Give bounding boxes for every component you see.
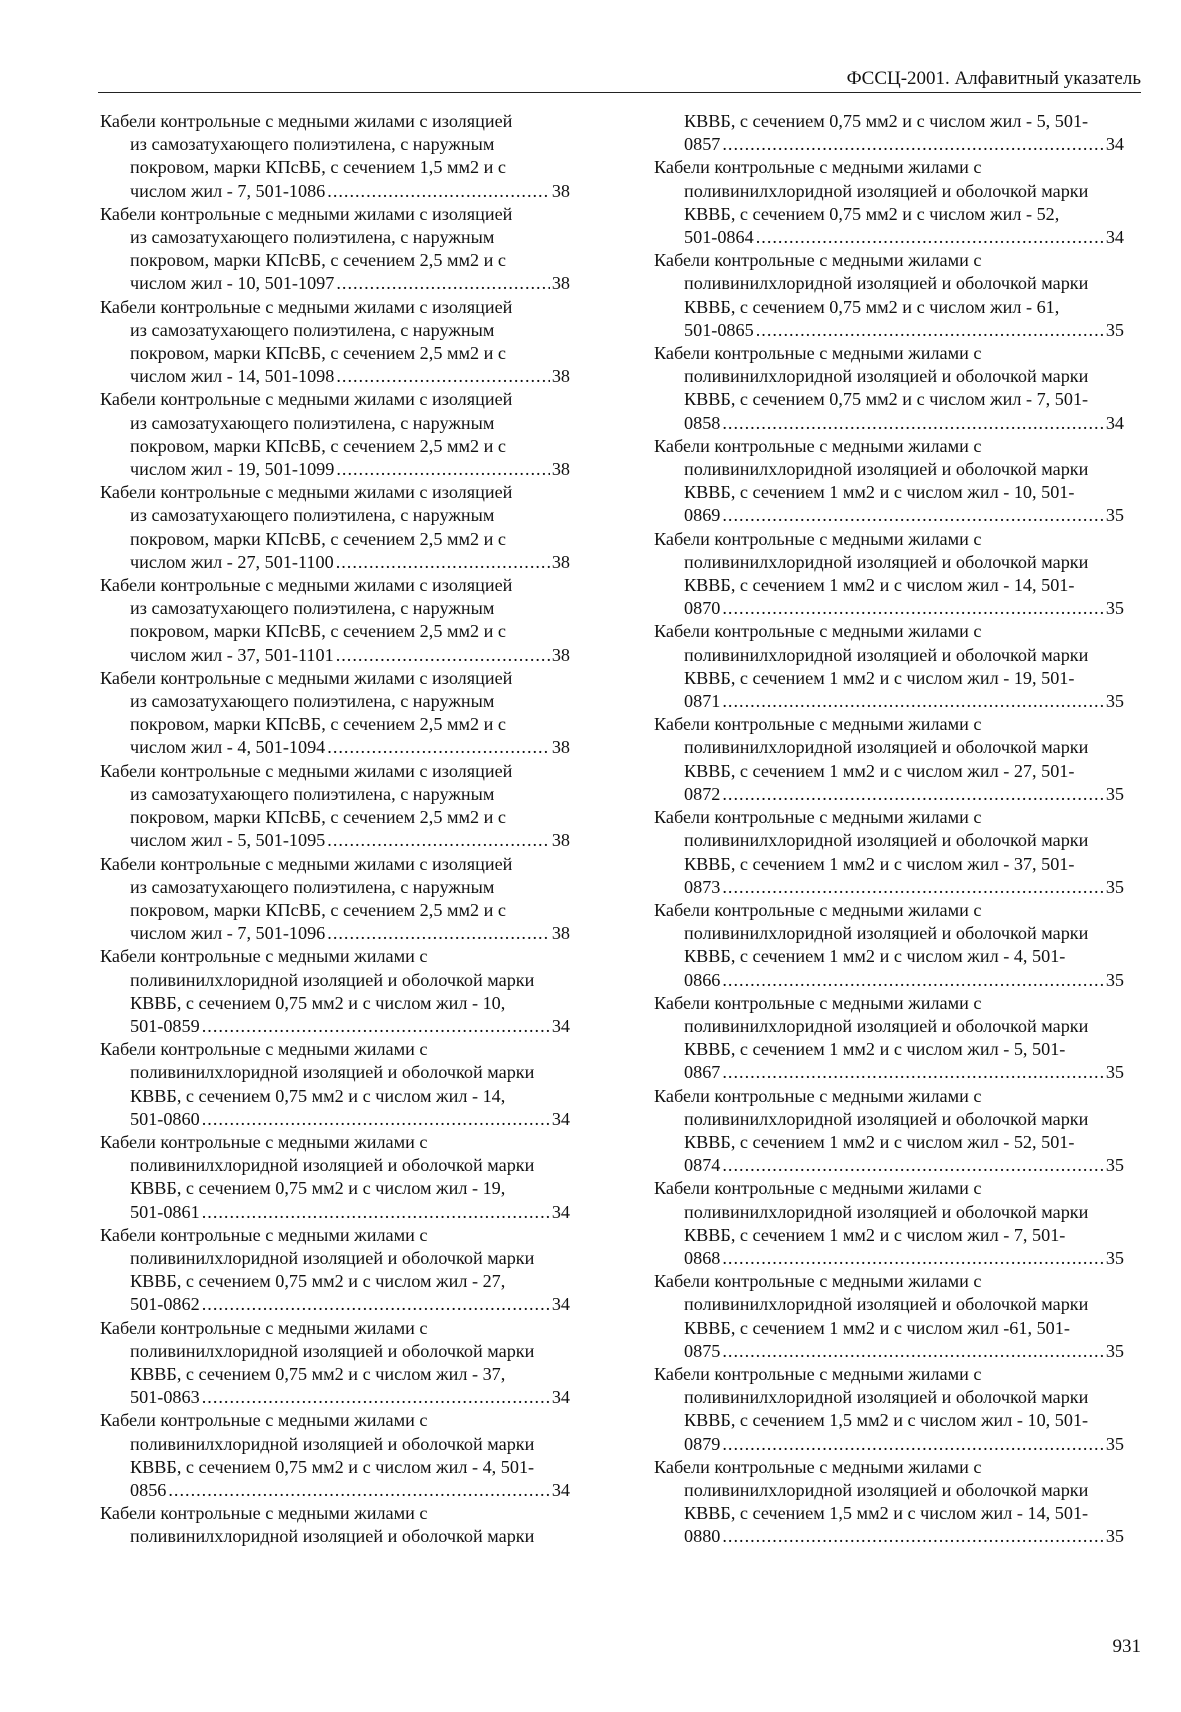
dot-leader <box>202 1108 550 1131</box>
entry-heading-line: Кабели контрольные с медными жилами с <box>654 807 982 828</box>
entry-code: 0869 <box>684 505 721 526</box>
entry-code: 0857 <box>684 134 721 155</box>
entry-text-line: из самозатухающего полиэтилена, с наружным <box>130 783 495 804</box>
entry-text-line: поливинилхлоридной изоляцией и оболочкой марки <box>130 1340 535 1361</box>
entry-reference-line <box>100 644 570 667</box>
page-number: 931 <box>1112 1636 1141 1657</box>
entry-text-line: поливинилхлоридной изоляцией и оболочкой марки <box>130 1433 535 1454</box>
entry-reference-line <box>100 1479 570 1502</box>
entry-code: 0858 <box>684 412 721 433</box>
dot-leader <box>722 1061 1103 1084</box>
entry-text-line: КВВБ, с сечением 0,75 мм2 и с числом жил - 19, <box>130 1178 506 1199</box>
dot-leader <box>722 876 1103 899</box>
dot-leader <box>722 412 1103 435</box>
index-entry <box>654 1177 1124 1270</box>
index-entry <box>100 1038 570 1131</box>
entry-text-line: из самозатухающего полиэтилена, с наружным <box>130 598 495 619</box>
entry-reference-line <box>100 1015 570 1038</box>
index-entry <box>654 156 1124 249</box>
entry-page-ref: 34 <box>551 1201 570 1222</box>
index-entry <box>100 1409 570 1502</box>
entry-heading-line: Кабели контрольные с медными жилами с <box>654 1178 982 1199</box>
entry-text-line: КВВБ, с сечением 1 мм2 и с числом жил - 19, 501- <box>684 667 1075 688</box>
entry-page-ref: 34 <box>551 1015 570 1036</box>
entry-text-line: КВВБ, с сечением 1,5 мм2 и с числом жил - 14, 501- <box>684 1503 1089 1524</box>
entry-text-line: покровом, марки КПсВБ, с сечением 2,5 мм2 и с <box>130 807 506 828</box>
entry-text-line: поливинилхлоридной изоляцией и оболочкой марки <box>684 1015 1089 1036</box>
entry-reference-line <box>654 1061 1124 1084</box>
entry-page-ref: 35 <box>1105 319 1124 340</box>
entry-heading-line: Кабели контрольные с медными жилами с <box>654 157 982 178</box>
dot-leader <box>168 1479 549 1502</box>
entry-text-line: поливинилхлоридной изоляцией и оболочкой марки <box>684 644 1089 665</box>
entry-page-ref: 38 <box>551 737 570 758</box>
entry-text-line: покровом, марки КПсВБ, с сечением 2,5 мм2 и с <box>130 435 506 456</box>
entry-code: числом жил - 19, 501-1099 <box>130 459 335 480</box>
entry-page-ref: 35 <box>1105 505 1124 526</box>
entry-heading-line: Кабели контрольные с медными жилами с <box>654 1363 982 1384</box>
dot-leader <box>722 1340 1103 1363</box>
running-header: ФССЦ-2001. Алфавитный указатель <box>846 68 1141 89</box>
index-entry <box>100 110 570 203</box>
entry-text-line: поливинилхлоридной изоляцией и оболочкой марки <box>684 1387 1089 1408</box>
index-entry <box>100 760 570 853</box>
entry-page-ref: 38 <box>551 273 570 294</box>
entry-code: 501-0862 <box>130 1294 200 1315</box>
dot-leader <box>336 365 549 388</box>
entry-heading-line: Кабели контрольные с медными жилами с <box>654 621 982 642</box>
entry-reference-line <box>100 1108 570 1131</box>
entry-page-ref: 38 <box>551 180 570 201</box>
entry-page-ref: 34 <box>551 1108 570 1129</box>
entry-reference-line <box>654 1433 1124 1456</box>
dot-leader <box>722 690 1103 713</box>
dot-leader <box>722 783 1103 806</box>
entry-heading-line: Кабели контрольные с медными жилами с изоляцией <box>100 389 513 410</box>
entry-reference-line <box>654 1340 1124 1363</box>
index-entry <box>654 110 1124 156</box>
entry-reference-line <box>100 458 570 481</box>
index-entry <box>100 1131 570 1224</box>
entry-page-ref: 34 <box>551 1387 570 1408</box>
entry-reference-line <box>654 133 1124 156</box>
entry-text-line: из самозатухающего полиэтилена, с наружным <box>130 319 495 340</box>
entry-heading-line: Кабели контрольные с медными жилами с изоляцией <box>100 482 513 503</box>
entry-text-line: покровом, марки КПсВБ, с сечением 2,5 мм2 и с <box>130 621 506 642</box>
entry-text-line: поливинилхлоридной изоляцией и оболочкой марки <box>684 1201 1089 1222</box>
entry-code: 0856 <box>130 1479 167 1500</box>
entry-code: 0868 <box>684 1247 721 1268</box>
entry-code: 0875 <box>684 1340 721 1361</box>
entry-text-line: поливинилхлоридной изоляцией и оболочкой марки <box>130 1247 535 1268</box>
index-entry <box>100 853 570 946</box>
entry-code: числом жил - 10, 501-1097 <box>130 273 335 294</box>
entry-page-ref: 35 <box>1105 969 1124 990</box>
entry-code: 0880 <box>684 1526 721 1547</box>
entry-text-line: КВВБ, с сечением 0,75 мм2 и с числом жил - 14, <box>130 1085 506 1106</box>
dot-leader <box>202 1293 550 1316</box>
entry-text-line: КВВБ, с сечением 1,5 мм2 и с числом жил - 10, 501- <box>684 1410 1089 1431</box>
entry-code: 501-0863 <box>130 1387 200 1408</box>
dot-leader <box>202 1201 550 1224</box>
dot-leader <box>327 922 550 945</box>
entry-heading-line: Кабели контрольные с медными жилами с <box>654 1085 982 1106</box>
dot-leader <box>756 319 1104 342</box>
index-entry <box>654 899 1124 992</box>
entry-page-ref: 35 <box>1105 598 1124 619</box>
entry-page-ref: 38 <box>551 923 570 944</box>
entry-text-line: поливинилхлоридной изоляцией и оболочкой марки <box>684 273 1089 294</box>
entry-text-line: покровом, марки КПсВБ, с сечением 2,5 мм2 и с <box>130 899 506 920</box>
entry-reference-line <box>654 504 1124 527</box>
entry-reference-line <box>100 272 570 295</box>
entry-text-line: КВВБ, с сечением 1 мм2 и с числом жил - 10, 501- <box>684 482 1075 503</box>
entry-text-line: поливинилхлоридной изоляцией и оболочкой марки <box>684 1479 1089 1500</box>
entry-reference-line <box>100 551 570 574</box>
dot-leader <box>756 226 1104 249</box>
entry-text-line: поливинилхлоридной изоляцией и оболочкой марки <box>130 969 535 990</box>
entry-reference-line <box>654 690 1124 713</box>
index-entry <box>100 296 570 389</box>
entry-heading-line: Кабели контрольные с медными жилами с <box>100 1503 428 1524</box>
entry-page-ref: 34 <box>551 1294 570 1315</box>
index-entry <box>100 945 570 1038</box>
entry-text-line: поливинилхлоридной изоляцией и оболочкой марки <box>684 923 1089 944</box>
entry-heading-line: Кабели контрольные с медными жилами с изоляцией <box>100 575 513 596</box>
entry-page-ref: 35 <box>1105 691 1124 712</box>
index-entry <box>654 1270 1124 1363</box>
entry-code: числом жил - 4, 501-1094 <box>130 737 326 758</box>
entry-text-line: КВВБ, с сечением 0,75 мм2 и с числом жил - 10, <box>130 992 506 1013</box>
entry-heading-line: Кабели контрольные с медными жилами с <box>100 1410 428 1431</box>
index-entry <box>654 249 1124 342</box>
entry-text-line: из самозатухающего полиэтилена, с наружным <box>130 691 495 712</box>
entry-heading-line: Кабели контрольные с медными жилами с <box>654 435 982 456</box>
entry-reference-line <box>654 1525 1124 1548</box>
entry-text-line: КВВБ, с сечением 1 мм2 и с числом жил - 27, 501- <box>684 760 1075 781</box>
entry-reference-line <box>100 180 570 203</box>
entry-reference-line <box>100 365 570 388</box>
entry-text-line: КВВБ, с сечением 1 мм2 и с числом жил - 14, 501- <box>684 575 1075 596</box>
entry-text-line: поливинилхлоридной изоляцией и оболочкой марки <box>684 830 1089 851</box>
entry-heading-line: Кабели контрольные с медными жилами с <box>654 992 982 1013</box>
dot-leader <box>722 1433 1103 1456</box>
entry-text-line: КВВБ, с сечением 1 мм2 и с числом жил - 4, 501- <box>684 946 1066 967</box>
entry-text-line: из самозатухающего полиэтилена, с наружным <box>130 227 495 248</box>
entry-page-ref: 38 <box>551 830 570 851</box>
entry-heading-line: Кабели контрольные с медными жилами с <box>100 1224 428 1245</box>
dot-leader <box>327 736 550 759</box>
entry-text-line: КВВБ, с сечением 0,75 мм2 и с числом жил - 37, <box>130 1363 506 1384</box>
entry-code: 0866 <box>684 969 721 990</box>
entry-text-line: из самозатухающего полиэтилена, с наружным <box>130 876 495 897</box>
entry-page-ref: 35 <box>1105 1155 1124 1176</box>
index-column-right <box>654 110 1124 1549</box>
entry-page-ref: 35 <box>1105 1340 1124 1361</box>
dot-leader <box>336 458 549 481</box>
entry-page-ref: 34 <box>551 1479 570 1500</box>
entry-reference-line <box>654 226 1124 249</box>
entry-heading-line: Кабели контрольные с медными жилами с изоляцией <box>100 760 513 781</box>
entry-reference-line <box>654 1247 1124 1270</box>
entry-page-ref: 38 <box>551 459 570 480</box>
entry-code: 501-0860 <box>130 1108 200 1129</box>
entry-code: 0872 <box>684 783 721 804</box>
dot-leader <box>336 551 550 574</box>
entry-code: числом жил - 37, 501-1101 <box>130 644 334 665</box>
entry-code: 501-0864 <box>684 227 754 248</box>
dot-leader <box>202 1386 550 1409</box>
dot-leader <box>722 1154 1103 1177</box>
entry-text-line: КВВБ, с сечением 0,75 мм2 и с числом жил - 61, <box>684 296 1060 317</box>
entry-code: числом жил - 7, 501-1096 <box>130 923 326 944</box>
entry-reference-line <box>100 922 570 945</box>
entry-heading-line: КВВБ, с сечением 0,75 мм2 и с числом жил - 5, 501- <box>684 111 1089 131</box>
entry-page-ref: 34 <box>1105 134 1124 155</box>
dot-leader <box>202 1015 550 1038</box>
entry-text-line: из самозатухающего полиэтилена, с наружным <box>130 412 495 433</box>
entry-reference-line <box>654 412 1124 435</box>
entry-text-line: КВВБ, с сечением 1 мм2 и с числом жил - 37, 501- <box>684 853 1075 874</box>
entry-text-line: покровом, марки КПсВБ, с сечением 2,5 мм2 и с <box>130 714 506 735</box>
entry-page-ref: 35 <box>1105 1247 1124 1268</box>
entry-page-ref: 35 <box>1105 783 1124 804</box>
index-entry <box>654 806 1124 899</box>
entry-reference-line <box>654 783 1124 806</box>
entry-reference-line <box>654 969 1124 992</box>
entry-heading-line: Кабели контрольные с медными жилами с изоляцией <box>100 203 513 224</box>
index-entry <box>654 1456 1124 1549</box>
entry-text-line: КВВБ, с сечением 1 мм2 и с числом жил - 52, 501- <box>684 1131 1075 1152</box>
entry-heading-line: Кабели контрольные с медными жилами с <box>654 899 982 920</box>
entry-code: 0873 <box>684 876 721 897</box>
entry-text-line: поливинилхлоридной изоляцией и оболочкой марки <box>684 551 1089 572</box>
entry-text-line: поливинилхлоридной изоляцией и оболочкой марки <box>130 1526 535 1547</box>
entry-reference-line <box>100 1386 570 1409</box>
entry-page-ref: 34 <box>1105 227 1124 248</box>
index-entry <box>100 388 570 481</box>
entry-code: числом жил - 27, 501-1100 <box>130 551 334 572</box>
dot-leader <box>722 1247 1103 1270</box>
entry-text-line: КВВБ, с сечением 1 мм2 и с числом жил - 7, 501- <box>684 1224 1066 1245</box>
entry-text-line: поливинилхлоридной изоляцией и оболочкой марки <box>684 366 1089 387</box>
entry-heading-line: Кабели контрольные с медными жилами с <box>100 1039 428 1060</box>
index-entry <box>100 667 570 760</box>
entry-text-line: поливинилхлоридной изоляцией и оболочкой марки <box>684 459 1089 480</box>
index-entry <box>100 1317 570 1410</box>
entry-heading-line: Кабели контрольные с медными жилами с <box>654 250 982 271</box>
entry-reference-line <box>654 1154 1124 1177</box>
index-entry <box>654 342 1124 435</box>
entry-heading-line: Кабели контрольные с медными жилами с <box>100 946 428 967</box>
entry-heading-line: Кабели контрольные с медными жилами с изоляцией <box>100 667 513 688</box>
entry-text-line: поливинилхлоридной изоляцией и оболочкой марки <box>684 1294 1089 1315</box>
dot-leader <box>327 829 550 852</box>
entry-heading-line: Кабели контрольные с медными жилами с <box>654 528 982 549</box>
entry-text-line: КВВБ, с сечением 0,75 мм2 и с числом жил - 7, 501- <box>684 389 1089 410</box>
entry-text-line: поливинилхлоридной изоляцией и оболочкой марки <box>684 180 1089 201</box>
entry-heading-line: Кабели контрольные с медными жилами с <box>654 1456 982 1477</box>
entry-heading-line: Кабели контрольные с медными жилами с изоляцией <box>100 853 513 874</box>
index-entry <box>654 528 1124 621</box>
entry-code: 0874 <box>684 1155 721 1176</box>
index-entry <box>654 713 1124 806</box>
entry-code: 501-0865 <box>684 319 754 340</box>
entry-code: 501-0861 <box>130 1201 200 1222</box>
entry-text-line: поливинилхлоридной изоляцией и оболочкой марки <box>684 1108 1089 1129</box>
header-rule <box>98 92 1141 93</box>
entry-text-line: поливинилхлоридной изоляцией и оболочкой марки <box>130 1155 535 1176</box>
entry-text-line: КВВБ, с сечением 0,75 мм2 и с числом жил - 4, 501- <box>130 1456 535 1477</box>
entry-text-line: КВВБ, с сечением 0,75 мм2 и с числом жил - 52, <box>684 203 1060 224</box>
entry-text-line: КВВБ, с сечением 1 мм2 и с числом жил - 5, 501- <box>684 1039 1066 1060</box>
dot-leader <box>336 644 550 667</box>
entry-text-line: поливинилхлоридной изоляцией и оболочкой марки <box>130 1062 535 1083</box>
index-entry <box>654 620 1124 713</box>
entry-code: 0870 <box>684 598 721 619</box>
entry-code: числом жил - 14, 501-1098 <box>130 366 335 387</box>
index-entry <box>100 1224 570 1317</box>
index-column-left <box>100 110 570 1549</box>
entry-text-line: поливинилхлоридной изоляцией и оболочкой марки <box>684 737 1089 758</box>
entry-code: 0879 <box>684 1433 721 1454</box>
entry-text-line: покровом, марки КПсВБ, с сечением 2,5 мм2 и с <box>130 343 506 364</box>
dot-leader <box>722 597 1103 620</box>
entry-text-line: КВВБ, с сечением 0,75 мм2 и с числом жил - 27, <box>130 1271 506 1292</box>
dot-leader <box>336 272 549 295</box>
index-entry <box>100 203 570 296</box>
index-entry <box>100 1502 570 1548</box>
index-entry <box>654 1363 1124 1456</box>
entry-text-line: покровом, марки КПсВБ, с сечением 1,5 мм2 и с <box>130 157 506 178</box>
index-entry <box>100 481 570 574</box>
entry-reference-line <box>100 736 570 759</box>
entry-reference-line <box>100 829 570 852</box>
dot-leader <box>722 133 1103 156</box>
index-entry <box>654 435 1124 528</box>
index-entry <box>100 574 570 667</box>
entry-reference-line <box>100 1293 570 1316</box>
entry-code: 501-0859 <box>130 1015 200 1036</box>
entry-page-ref: 35 <box>1105 876 1124 897</box>
entry-page-ref: 38 <box>551 644 570 665</box>
entry-text-line: КВВБ, с сечением 1 мм2 и с числом жил -61, 501- <box>684 1317 1070 1338</box>
dot-leader <box>722 504 1103 527</box>
entry-heading-line: Кабели контрольные с медными жилами с изоляцией <box>100 296 513 317</box>
dot-leader <box>722 1525 1103 1548</box>
entry-reference-line <box>654 319 1124 342</box>
entry-heading-line: Кабели контрольные с медными жилами с <box>654 343 982 364</box>
entry-reference-line <box>654 597 1124 620</box>
entry-page-ref: 38 <box>551 551 570 572</box>
entry-text-line: из самозатухающего полиэтилена, с наружным <box>130 134 495 155</box>
entry-heading-line: Кабели контрольные с медными жилами с изоляцией <box>100 111 513 131</box>
entry-page-ref: 35 <box>1105 1062 1124 1083</box>
entry-page-ref: 34 <box>1105 412 1124 433</box>
entry-page-ref: 35 <box>1105 1433 1124 1454</box>
entry-code: 0871 <box>684 691 721 712</box>
entry-heading-line: Кабели контрольные с медными жилами с <box>100 1131 428 1152</box>
entry-code: числом жил - 5, 501-1095 <box>130 830 326 851</box>
entry-text-line: покровом, марки КПсВБ, с сечением 2,5 мм2 и с <box>130 528 506 549</box>
dot-leader <box>327 180 550 203</box>
entry-heading-line: Кабели контрольные с медными жилами с <box>654 1271 982 1292</box>
entry-page-ref: 35 <box>1105 1526 1124 1547</box>
entry-reference-line <box>100 1201 570 1224</box>
index-entry <box>654 992 1124 1085</box>
entry-text-line: покровом, марки КПсВБ, с сечением 2,5 мм2 и с <box>130 250 506 271</box>
entry-code: числом жил - 7, 501-1086 <box>130 180 326 201</box>
entry-page-ref: 38 <box>551 366 570 387</box>
entry-code: 0867 <box>684 1062 721 1083</box>
index-entry <box>654 1085 1124 1178</box>
entry-heading-line: Кабели контрольные с медными жилами с <box>100 1317 428 1338</box>
entry-text-line: из самозатухающего полиэтилена, с наружным <box>130 505 495 526</box>
dot-leader <box>722 969 1103 992</box>
entry-reference-line <box>654 876 1124 899</box>
entry-heading-line: Кабели контрольные с медными жилами с <box>654 714 982 735</box>
